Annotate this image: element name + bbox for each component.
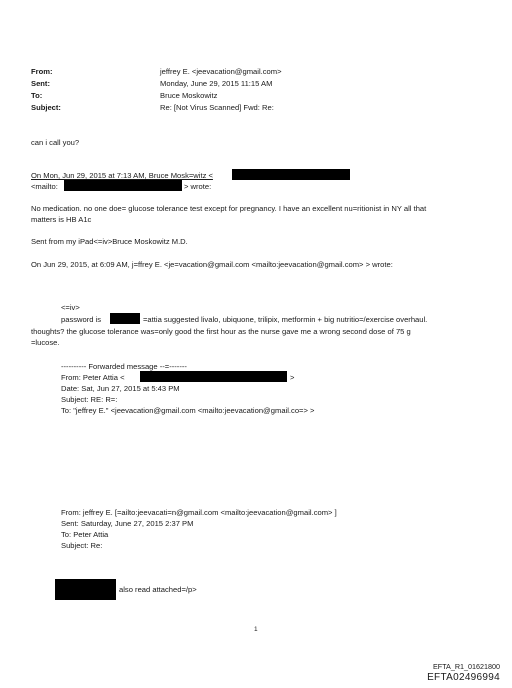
forwarded-from: From: Peter Attia <	[61, 373, 125, 382]
thoughts-line: thoughts? the glucose tolerance was=only good the first hour as the nurse gave me a wrong second dose of 75 g	[31, 327, 411, 336]
redaction-block	[55, 579, 116, 600]
original-sent: Sent: Saturday, June 27, 2015 2:37 PM	[61, 519, 194, 528]
paragraph-1a: No medication. no one doe= glucose tolerance test except for pregnancy. I have an excellent nu=ritionist in NY all that	[31, 204, 427, 213]
sent-value: Monday, June 29, 2015 11:15 AM	[160, 79, 273, 88]
quote-header-1a-text: On Mon, Jun 29, 2015 at 7:13 AM, Bruce Mosk=witz <	[31, 171, 213, 180]
from-label: From:	[31, 67, 53, 76]
to-label: To:	[31, 91, 43, 100]
forwarded-date: Date: Sat, Jun 27, 2015 at 5:43 PM	[61, 384, 180, 393]
footer-id-2: EFTA02496994	[427, 672, 500, 683]
forwarded-subject: Subject: RE: R=:	[61, 395, 118, 404]
subject-value: Re: [Not Virus Scanned] Fwd: Re:	[160, 103, 274, 112]
redaction-block	[232, 169, 350, 180]
sent-from-line: Sent from my iPad<=iv>Bruce Moskowitz M.D.	[31, 237, 188, 246]
quote-header-1c: > wrote:	[184, 182, 212, 191]
original-to: To: Peter Attia	[61, 530, 109, 539]
original-subject: Subject: Re:	[61, 541, 103, 550]
body-line-call: can i call you?	[31, 138, 80, 147]
subject-label: Subject:	[31, 103, 61, 112]
original-from: From: jeffrey E. [=ailto:jeevacati=n@gmail.com <mailto:jeevacation@gmail.com> ]	[61, 508, 337, 517]
quote-header-1b: <mailto:	[31, 182, 58, 191]
iv-marker: <=iv>	[61, 303, 80, 312]
sent-label: Sent:	[31, 79, 50, 88]
attached-line: also read attached=/p>	[119, 585, 197, 594]
page-number: 1	[254, 626, 258, 633]
redaction-block	[64, 180, 182, 191]
password-label: password is	[61, 315, 102, 324]
password-line-rest: =attia suggested livalo, ubiquone, trilipix, metformin + big nutritio=/exercise overhaul.	[143, 315, 428, 324]
lucose-line: =lucose.	[31, 338, 60, 347]
forwarded-to: To: "jeffrey E." <jeevacation@gmail.com <mailto:jeevacation@gmail.co=> >	[61, 406, 315, 415]
forwarded-from-close: >	[290, 373, 295, 382]
paragraph-1b: matters is HB A1c	[31, 215, 92, 224]
to-value: Bruce Moskowitz	[160, 91, 218, 100]
quote-header-2: On Jun 29, 2015, at 6:09 AM, j=ffrey E. <je=vacation@gmail.com <mailto:jeevacation@gmail.com> > wrote:	[31, 260, 393, 269]
footer-id-1: EFTA_R1_01621800	[433, 662, 500, 671]
forwarded-divider: ---------- Forwarded message --=-------	[61, 362, 187, 371]
from-value: jeffrey E. <jeevacation@gmail.com>	[160, 67, 282, 76]
redaction-block	[110, 313, 140, 324]
redaction-block	[140, 371, 287, 382]
